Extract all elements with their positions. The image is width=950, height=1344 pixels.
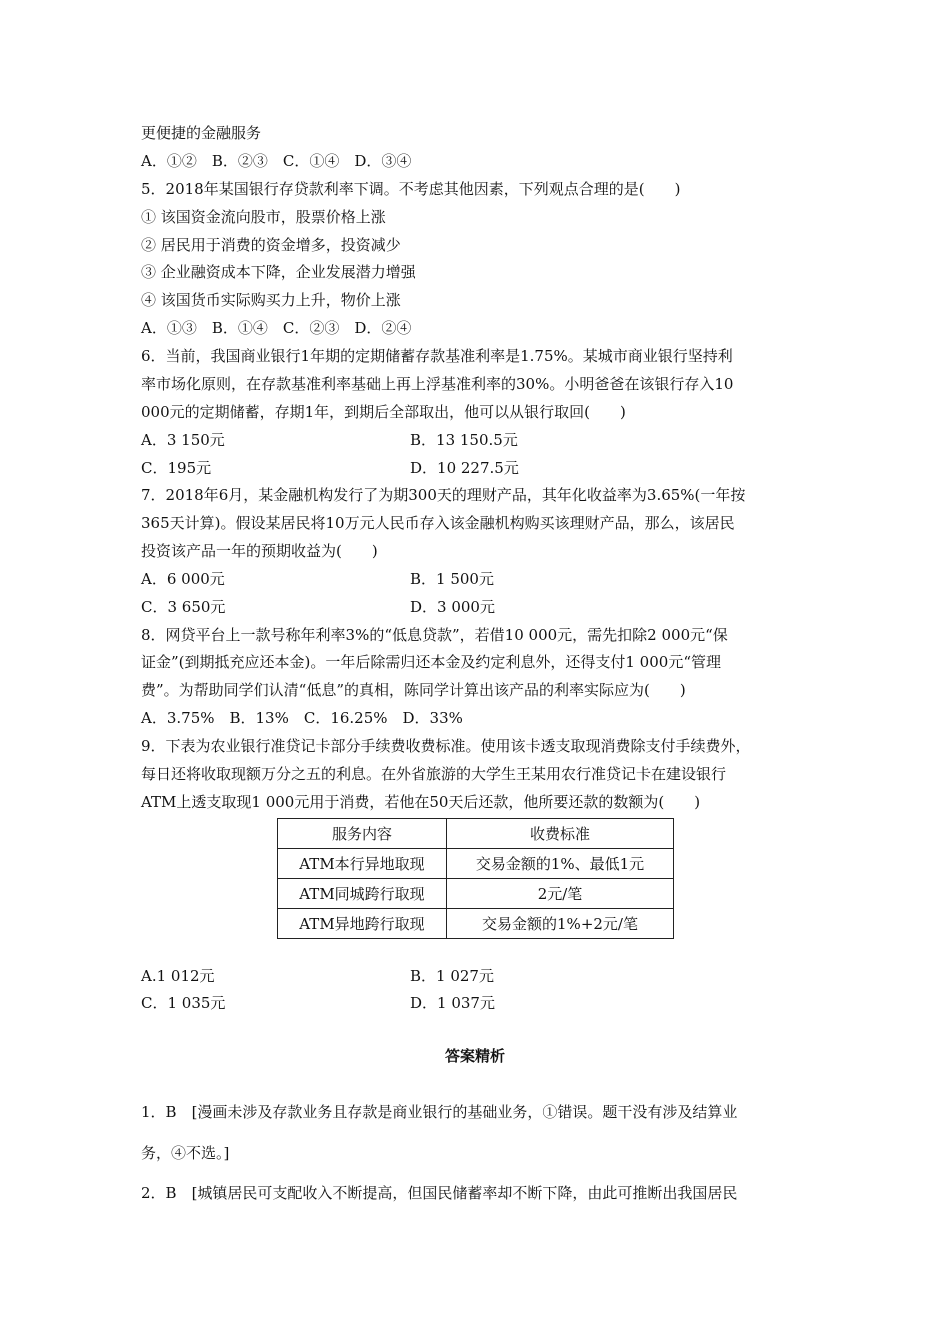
table-cell: ATM本行异地取现 xyxy=(278,849,447,879)
option-4: ④ 该国货币实际购买力上升，物价上涨 xyxy=(141,291,401,309)
answer-choices: A．①② B．②③ C．①④ D．③④ xyxy=(141,152,412,170)
question-9: 9．下表为农业银行准贷记卡部分手续费收费标准。使用该卡透支取现消费除支付手续费外， xyxy=(141,737,751,755)
fee-table xyxy=(277,818,674,939)
option-2: ② 居民用于消费的资金增多，投资减少 xyxy=(141,236,401,254)
choice-c: C．1 035元 xyxy=(141,994,226,1012)
text-line: 更便捷的金融服务 xyxy=(141,124,262,142)
question-8-cont: 费”。为帮助同学们认清“低息”的真相，陈同学计算出该产品的利率实际应为( ) xyxy=(141,681,686,699)
question-7-cont: 365天计算)。假设某居民将10万元人民币存入该金融机构购买该理财产品，那么，该居民 xyxy=(141,514,735,532)
answer-1: 1．B [漫画未涉及存款业务且存款是商业银行的基础业务，①错误。题干没有涉及结算业 xyxy=(141,1103,738,1121)
choice-a: A．6 000元 xyxy=(141,570,225,588)
question-6-cont: 000元的定期储蓄，存期1年，到期后全部取出，他可以从银行取回( ) xyxy=(141,403,626,421)
question-5: 5．2018年某国银行存贷款利率下调。不考虑其他因素，下列观点合理的是( ) xyxy=(141,180,681,198)
choice-b: B．1 500元 xyxy=(410,570,494,588)
choice-c: C．3 650元 xyxy=(141,598,226,616)
choice-a: A．3 150元 xyxy=(141,431,225,449)
table-cell: 交易金额的1%、最低1元 xyxy=(447,849,674,879)
section-title: 答案精析 xyxy=(444,1047,505,1065)
question-7-cont: 投资该产品一年的预期收益为( ) xyxy=(141,542,378,560)
table-row xyxy=(278,879,674,909)
table-cell: ATM同城跨行取现 xyxy=(278,879,447,909)
answer-choices: A．3.75% B．13% C．16.25% D．33% xyxy=(141,709,463,727)
question-9-cont: 每日还将收取现额万分之五的利息。在外省旅游的大学生王某用农行准贷记卡在建设银行 xyxy=(141,765,727,783)
question-9-cont: ATM上透支取现1 000元用于消费，若他在50天后还款，他所要还款的数额为( ) xyxy=(141,793,701,811)
table-cell: 交易金额的1%+2元/笔 xyxy=(447,909,674,939)
choice-d: D．10 227.5元 xyxy=(410,459,519,477)
answer-choices: A．①③ B．①④ C．②③ D．②④ xyxy=(141,319,412,337)
choice-d: D．1 037元 xyxy=(410,994,495,1012)
choice-a: A.1 012元 xyxy=(141,967,215,985)
table-cell: 2元/笔 xyxy=(447,879,674,909)
question-6: 6．当前，我国商业银行1年期的定期储蓄存款基准利率是1.75%。某城市商业银行坚持利 xyxy=(141,347,733,365)
option-1: ① 该国资金流向股市，股票价格上涨 xyxy=(141,208,386,226)
answer-1-cont: 务，④不选。] xyxy=(141,1144,230,1162)
table-row xyxy=(278,849,674,879)
table-header: 收费标准 xyxy=(447,819,674,849)
table-cell: ATM异地跨行取现 xyxy=(278,909,447,939)
choice-b: B．13 150.5元 xyxy=(410,431,518,449)
table-header-row xyxy=(278,819,674,849)
option-3: ③ 企业融资成本下降，企业发展潜力增强 xyxy=(141,263,416,281)
question-6-cont: 率市场化原则，在存款基准利率基础上再上浮基准利率的30%。小明爸爸在该银行存入10 xyxy=(141,375,734,393)
question-7: 7．2018年6月，某金融机构发行了为期300天的理财产品，其年化收益率为3.65%(一年按 xyxy=(141,486,746,504)
choice-d: D．3 000元 xyxy=(410,598,495,616)
table-header: 服务内容 xyxy=(278,819,447,849)
answer-2: 2．B [城镇居民可支配收入不断提高，但国民储蓄率却不断下降，由此可推断出我国居民 xyxy=(141,1184,738,1202)
table-row xyxy=(278,909,674,939)
question-8-cont: 证金”(到期抵充应还本金)。一年后除需归还本金及约定利息外，还得支付1 000元“管理 xyxy=(141,653,721,671)
question-8: 8．网贷平台上一款号称年利率3%的“低息贷款”，若借10 000元，需先扣除2 000元“保 xyxy=(141,626,728,644)
choice-b: B．1 027元 xyxy=(410,967,494,985)
choice-c: C．195元 xyxy=(141,459,212,477)
